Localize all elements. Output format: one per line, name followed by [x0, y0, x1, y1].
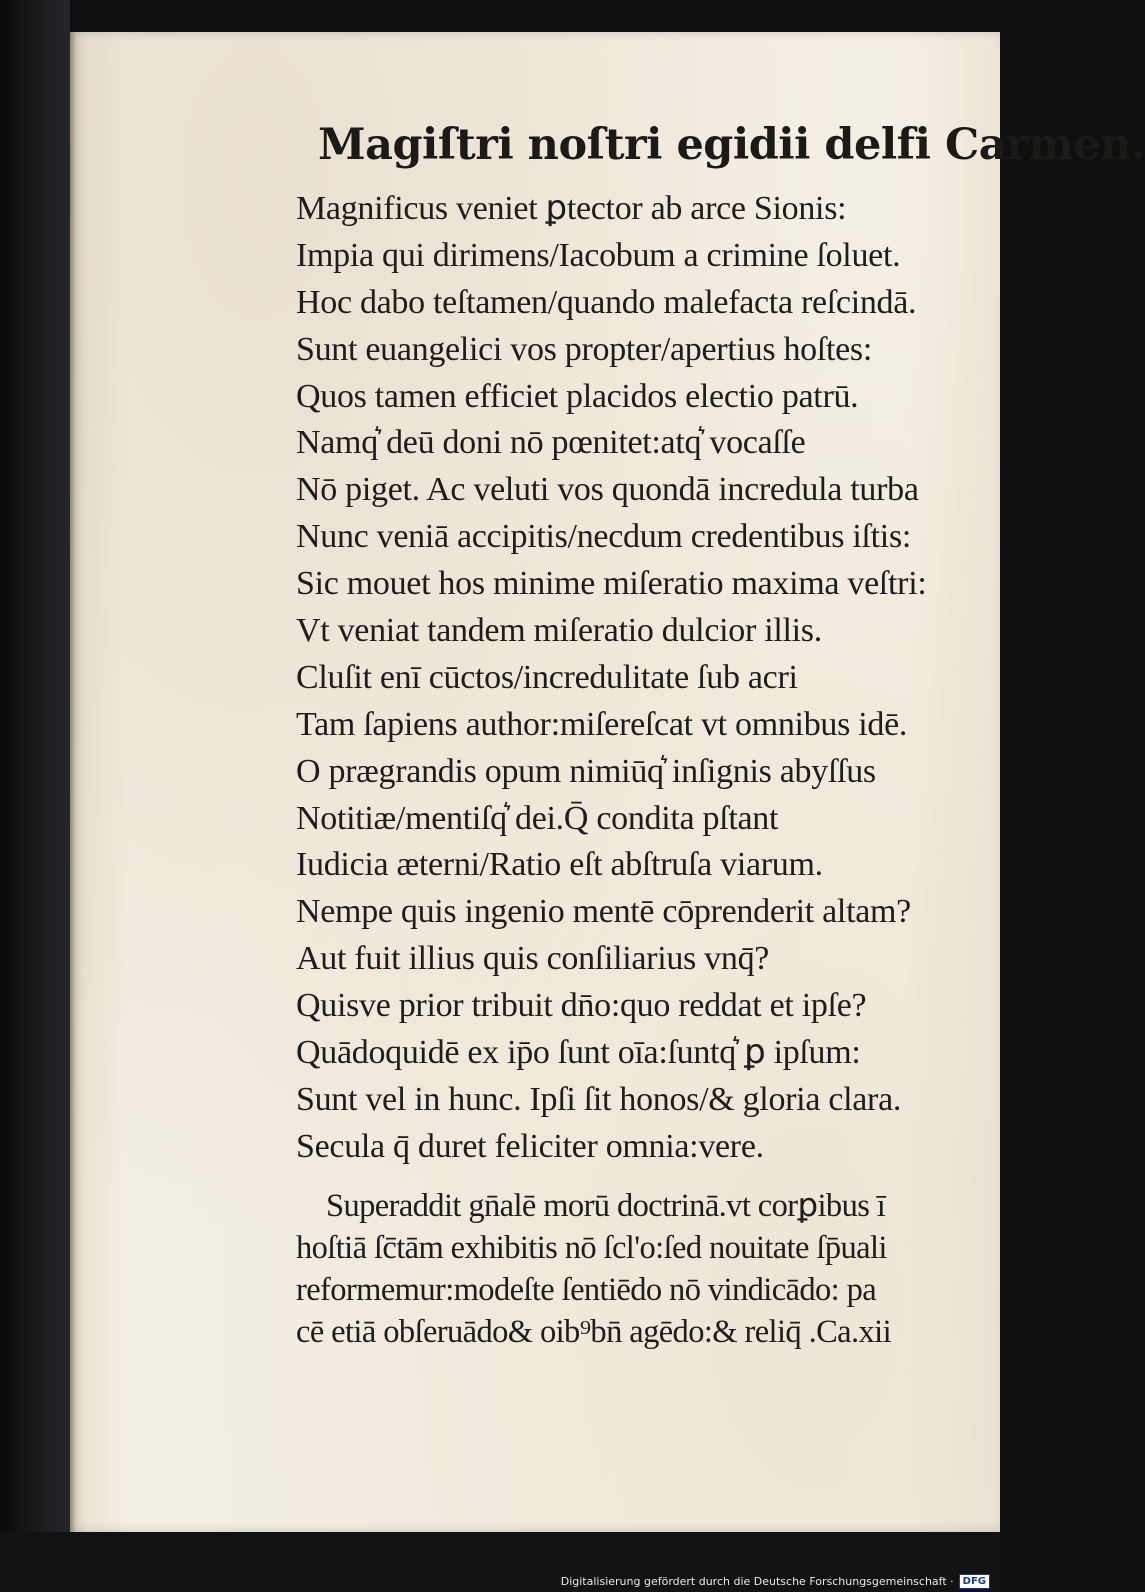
- prose-line: reformemur:modeſte ſentiēdo nō vindicādo: pa: [296, 1271, 877, 1308]
- verse-line: Vt veniat tandem miſeratio dulcior illis.: [296, 612, 822, 650]
- prose-line: hoſtiā ſc̄tām exhibitis nō ſcl'o:ſed nouitate ſp̄uali: [296, 1229, 887, 1266]
- digitization-credit: [561, 1574, 990, 1589]
- verse-line: O prægrandis opum nimiūq͛ inſignis abyſſus: [296, 752, 876, 790]
- verse-line: Nō piget. Ac veluti vos quondā incredula turba: [296, 471, 919, 509]
- verse-line: Hoc dabo teſtamen/quando malefacta reſcindā.: [296, 283, 917, 321]
- prose-line: Superaddit gn̄alē morū doctrinā.vt corꝑibus ī: [326, 1187, 886, 1224]
- verse-line: Secula q̄ duret feliciter omnia:vere.: [296, 1127, 764, 1165]
- verse-line: Impia qui dirimens/Iacobum a crimine ſoluet.: [296, 236, 901, 274]
- page-gutter-shadow: [70, 32, 76, 1532]
- verse-line: Sunt vel in hunc. Ipſi ſit honos/& gloria clara.: [296, 1080, 902, 1118]
- verse-line: Sunt euangelici vos propter/apertius hoſtes:: [296, 330, 873, 368]
- verse-line: Quādoquidē ex ip̄o ſunt oīa:ſuntq͛ ꝑ ipſum:: [296, 1034, 861, 1072]
- verse-line: Quos tamen efficiet placidos electio patrū.: [296, 377, 859, 415]
- verse-line: Sic mouet hos minime miſeratio maxima veſtri:: [296, 565, 927, 603]
- verse-line: Tam ſapiens author:miſereſcat vt omnibus idē.: [296, 705, 908, 743]
- credit-text: Digitalisierung gefördert durch die Deutsche Forschungsgemeinschaft ·: [560, 1575, 954, 1588]
- commentary-paragraph: [296, 1185, 996, 1353]
- verse-line: Cluſit enī cūctos/incredulitate ſub acri: [296, 658, 798, 696]
- verse-line: Nempe quis ingenio mentē cōprenderit altam?: [296, 893, 911, 931]
- verse-line: Aut fuit illius quis conſiliarius vnq̄?: [296, 940, 770, 978]
- left-background: [0, 0, 70, 1592]
- verse-line: Notitiæ/mentiſq͛ dei.Q̄ condita pſtant: [296, 799, 779, 837]
- verse-line: Nunc veniā accipitis/necdum credentibus iſtis:: [296, 518, 912, 556]
- poem-text: [296, 186, 996, 1353]
- verse-line: Iudicia æterni/Ratio eſt abſtruſa viarum.: [296, 846, 823, 884]
- verse-line: Quisve prior tribuit dn̄o:quo reddat et ipſe?: [296, 987, 867, 1025]
- dfg-logo: DFG: [959, 1574, 990, 1589]
- prose-line: cē etiā obſeruādo& oib⁹bn̄ agēdo:& reliq̄ .Ca.xii: [296, 1313, 892, 1350]
- page-heading: Magiſtri noſtri egidii delfi Carmen.: [318, 120, 1145, 170]
- verse-line: Magnificus veniet ꝑtector ab arce Sionis:: [296, 190, 847, 227]
- verse-line: Namq͛ deū doni nō pœnitet:atq͛ vocaſſe: [296, 424, 806, 462]
